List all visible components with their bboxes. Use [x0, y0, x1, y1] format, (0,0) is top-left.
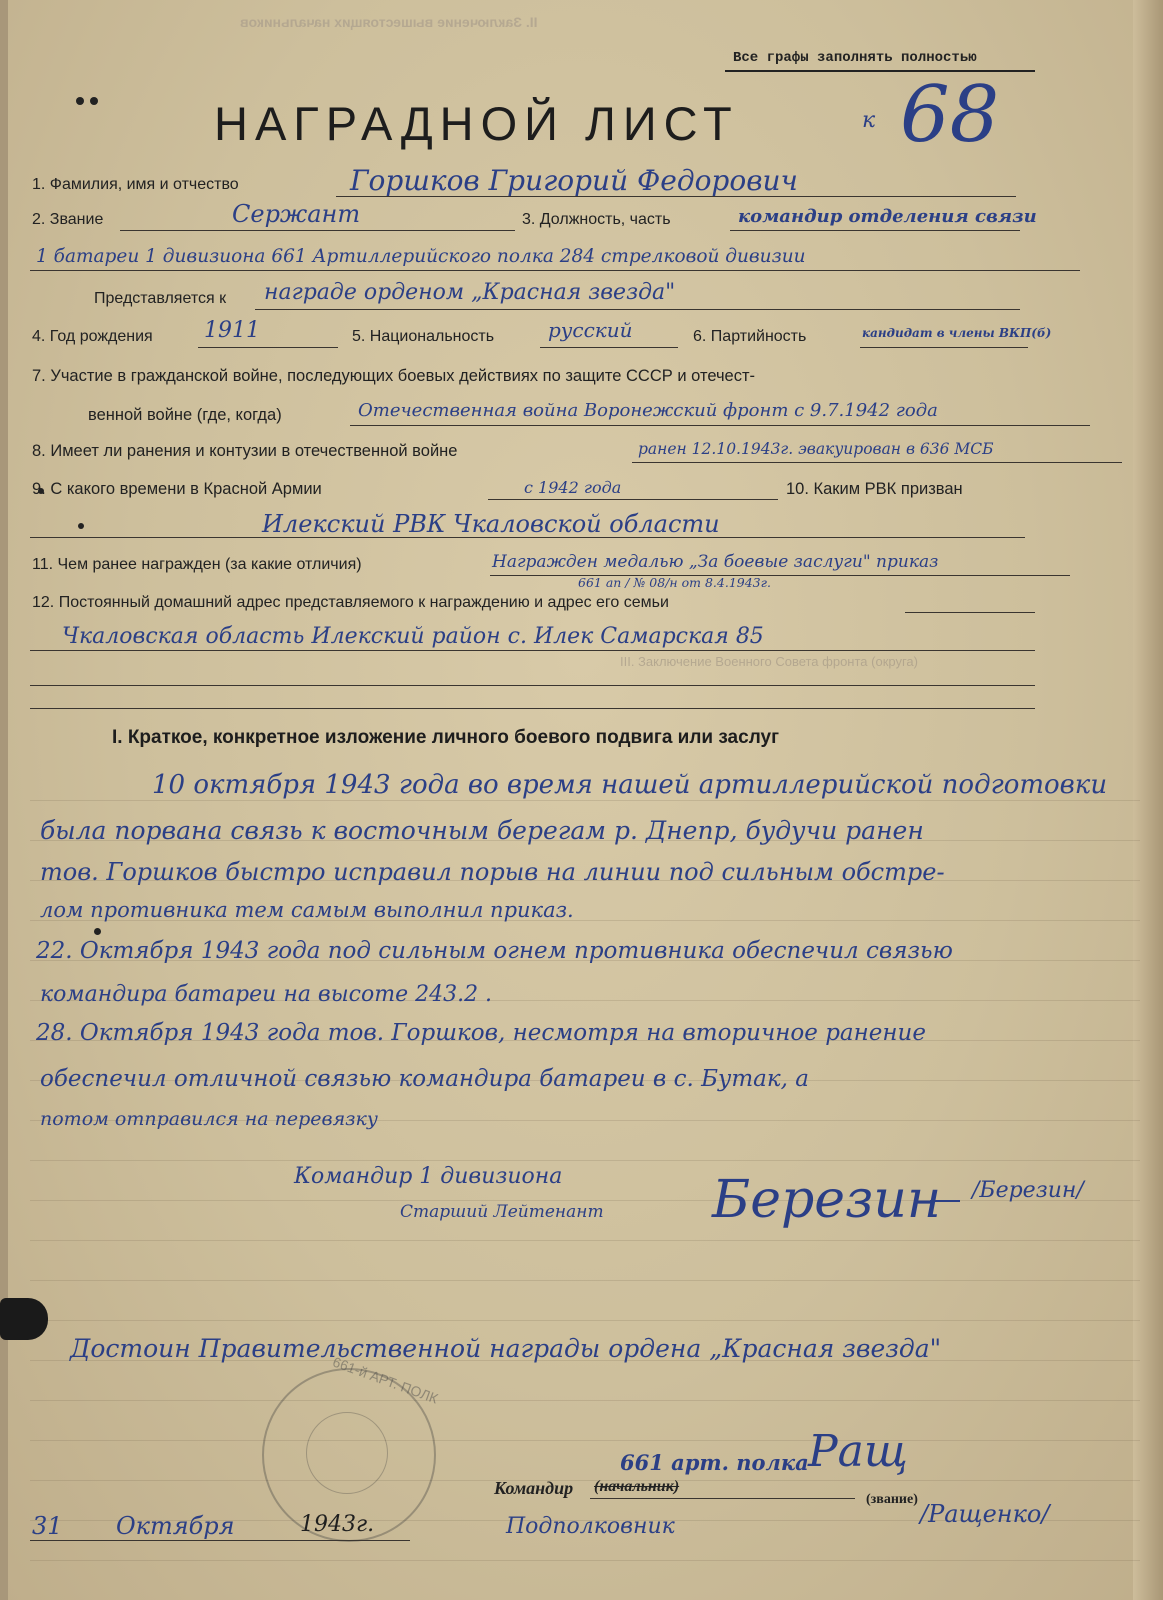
ruled-line — [30, 1440, 1140, 1441]
field-8-value: ранен 12.10.1943г. эвакуирован в 636 МСБ — [638, 440, 994, 458]
field-6-label: 6. Партийность — [693, 328, 807, 345]
narrative-line: 10 октября 1943 года во время нашей артиллерийской подготовки — [152, 770, 1108, 800]
commander-name: /Ращенко/ — [920, 1500, 1050, 1528]
title-mark: к — [862, 108, 876, 133]
field-9-value: с 1942 года — [524, 478, 622, 497]
field-12-label: 12. Постоянный домашний адрес представляемого к награждению и адрес его семьи — [32, 594, 669, 611]
section-heading: I. Краткое, конкретное изложение личного боевого подвига или заслуг — [112, 727, 779, 748]
field-9-line — [488, 499, 778, 500]
presented-value: награде орденом „Красная звезда" — [264, 280, 676, 305]
ink-dot — [78, 523, 84, 529]
narrative-line: была порвана связь к восточным берегам р. Днепр, будучи ранен — [40, 816, 924, 845]
field-12-value: Чкаловская область Илекский район с. Илек Самарская 85 — [62, 624, 764, 649]
signer1-rank: Старший Лейтенант — [400, 1202, 604, 1222]
presented-label: Представляется к — [94, 290, 227, 307]
field-5-line — [540, 347, 678, 348]
commander-rank: Подполковник — [506, 1514, 675, 1539]
presented-line — [255, 309, 1020, 310]
field-3-line-2 — [30, 270, 1080, 271]
ruled-line — [30, 1480, 1140, 1481]
field-6-value: кандидат в члены ВКП(б) — [862, 326, 1052, 340]
field-1-line — [336, 196, 1016, 197]
field-1-label: 1. Фамилия, имя и отчество — [32, 176, 239, 193]
field-10-label: 10. Каким РВК призван — [786, 480, 963, 498]
ruled-line — [30, 1320, 1140, 1321]
commander-signature: Ращ — [808, 1426, 908, 1477]
field-4-line — [198, 347, 338, 348]
field-10-value: Илекский РВК Чкаловской области — [262, 510, 720, 538]
date-month: Октября — [116, 1512, 235, 1540]
ruled-line — [30, 1560, 1140, 1561]
field-8-label: 8. Имеет ли ранения и контузии в отечественной войне — [32, 442, 458, 460]
field-11-value: Награжден медалью „За боевые заслуги" приказ — [492, 552, 939, 572]
document-title: НАГРАДНОЙ ЛИСТ — [214, 97, 739, 150]
signer1-role: Командир 1 дивизиона — [294, 1164, 563, 1189]
paper-edge-left — [0, 0, 8, 1600]
commander-unit: 661 арт. полка — [620, 1450, 809, 1475]
award-conclusion: Достоин Правительственной награды ордена „Красная звезда" — [70, 1334, 942, 1363]
stamp-text: 661-й АРТ. ПОЛК — [330, 1353, 441, 1407]
commander-label: Командир — [494, 1478, 574, 1498]
narrative-line: потом отправился на перевязку — [40, 1108, 378, 1130]
field-3-label: 3. Должность, часть — [522, 211, 671, 228]
field-8-line — [632, 462, 1122, 463]
date-day: 31 — [32, 1512, 63, 1540]
field-2-value: Сержант — [232, 200, 361, 228]
field-7-label: 7. Участие в гражданской войне, последующих боевых действиях по защите СССР и отечест- — [32, 367, 756, 385]
blank-line — [30, 708, 1035, 709]
narrative-line: 28. Октября 1943 года тов. Горшков, несмотря на вторичное ранение — [36, 1020, 926, 1046]
field-11-value-cont: 661 ап / № 08/н от 8.4.1943г. — [578, 575, 771, 590]
commander-struck-label: (начальник) — [594, 1478, 680, 1495]
field-11-label: 11. Чем ранее награжден (за какие отличия) — [32, 556, 362, 573]
field-9-label: 9. С какого времени в Красной Армии — [32, 480, 322, 498]
field-2-line — [120, 230, 515, 231]
field-7-value: Отечественная война Воронежский фронт с 9.7.1942 года — [358, 400, 938, 421]
date-year: 1943г. — [300, 1512, 375, 1537]
stamp-inner-ring — [306, 1412, 388, 1494]
signer1-signature: Березин — [712, 1170, 942, 1230]
field-5-label: 5. Национальность — [352, 328, 495, 345]
field-12-line-2 — [30, 650, 1035, 651]
signature-dash — [930, 1200, 960, 1202]
narrative-line: обеспечил отличной связью командира батареи в с. Бутак, а — [40, 1066, 809, 1092]
ruled-line — [30, 1280, 1140, 1281]
signer1-name: /Березин/ — [972, 1178, 1084, 1203]
narrative-line: командира батареи на высоте 243.2 . — [40, 982, 493, 1007]
ink-dot — [90, 97, 98, 105]
field-2-label: 2. Звание — [32, 211, 104, 228]
ink-dot — [76, 97, 84, 105]
field-7-line — [350, 425, 1090, 426]
blank-line — [30, 685, 1035, 686]
field-4-value: 1911 — [204, 318, 260, 343]
field-4-label: 4. Год рождения — [32, 328, 153, 345]
ruled-line — [30, 1240, 1140, 1241]
ruled-line — [30, 1400, 1140, 1401]
field-6-line — [860, 347, 1028, 348]
field-7-label-cont: венной войне (где, когда) — [88, 406, 282, 424]
field-3-line — [730, 230, 1020, 231]
field-1-value: Горшков Григорий Федорович — [350, 164, 798, 197]
field-11-line — [490, 575, 1070, 576]
field-3-value: командир отделения связи — [738, 206, 1037, 227]
ruled-line — [30, 800, 1140, 801]
narrative-line: тов. Горшков быстро исправил порыв на линии под сильным обстре- — [40, 858, 945, 886]
field-3-value-cont: 1 батареи 1 дивизиона 661 Артиллерийского полка 284 стрелковой дивизии — [36, 246, 806, 267]
ink-dot — [94, 928, 101, 935]
instruction-note: Все графы заполнять полностью — [733, 50, 977, 66]
bleed-through-text: III. Заключение Военного Совета фронта (округа) — [620, 654, 918, 669]
narrative-line: лом противника тем самым выполнил приказ. — [40, 898, 574, 922]
field-5-value: русский — [548, 318, 633, 342]
date-line — [30, 1540, 410, 1541]
narrative-line: 22. Октября 1943 года под сильным огнем противника обеспечил связью — [36, 938, 953, 964]
rank-label: (звание) — [866, 1492, 918, 1507]
field-10-line — [30, 537, 1025, 538]
mirrored-bleed-text: II. Заключение вышестоящих начальников — [240, 14, 538, 30]
ink-blot — [0, 1298, 48, 1340]
field-12-line — [905, 612, 1035, 613]
commander-line — [590, 1498, 855, 1499]
ruled-line — [30, 1160, 1140, 1161]
sheet-number: 68 — [900, 70, 1000, 160]
